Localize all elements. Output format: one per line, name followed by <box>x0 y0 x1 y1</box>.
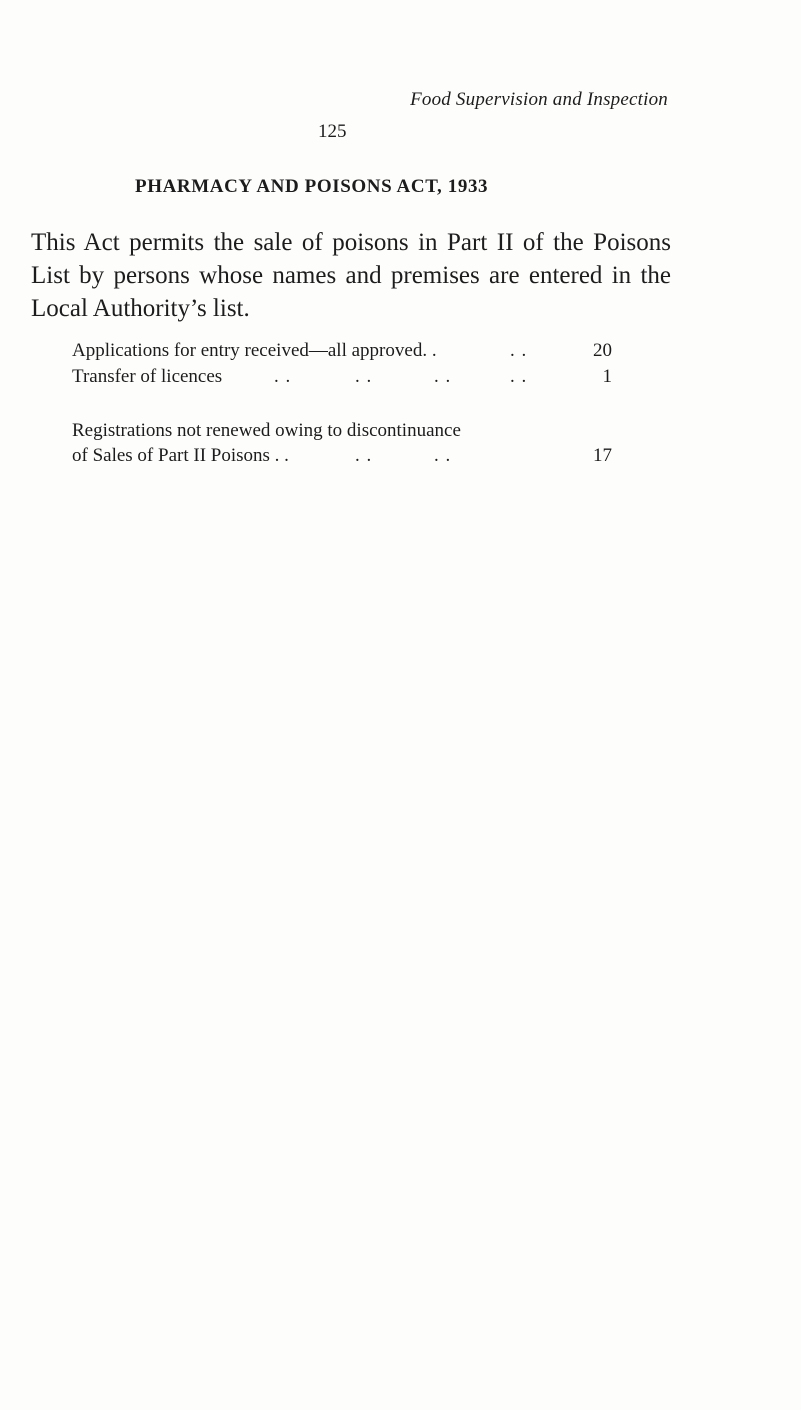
row-value: 17 <box>593 445 612 466</box>
list-item <box>72 420 612 470</box>
leader-dots: . . <box>510 340 528 361</box>
row-value: 20 <box>593 340 612 361</box>
statistics-list <box>72 340 612 500</box>
leader-dots: . . <box>510 366 528 387</box>
leader-dots: . . <box>434 366 452 387</box>
row-label-line1: Registrations not renewed owing to discontinuance <box>72 420 461 441</box>
leader-dots: . . <box>355 445 373 466</box>
row-value: 1 <box>602 366 612 387</box>
running-head: Food Supervision and Inspection <box>410 89 668 110</box>
row-label-line2: of Sales of Part II Poisons . . <box>72 445 289 466</box>
row-label: Transfer of licences <box>72 366 223 387</box>
section-title: PHARMACY AND POISONS ACT, 1933 <box>135 176 489 197</box>
list-item <box>72 366 612 390</box>
page-number: 125 <box>318 121 347 142</box>
leader-dots: . . <box>274 366 292 387</box>
leader-dots: . . <box>434 445 452 466</box>
row-label: Applications for entry received—all approved. . <box>72 340 437 361</box>
list-item <box>72 340 612 364</box>
body-paragraph: This Act permits the sale of poisons in Part II of the Poisons List by persons whose names and premises are entered in the Local Authority’s list. <box>31 229 671 322</box>
leader-dots: . . <box>355 366 373 387</box>
